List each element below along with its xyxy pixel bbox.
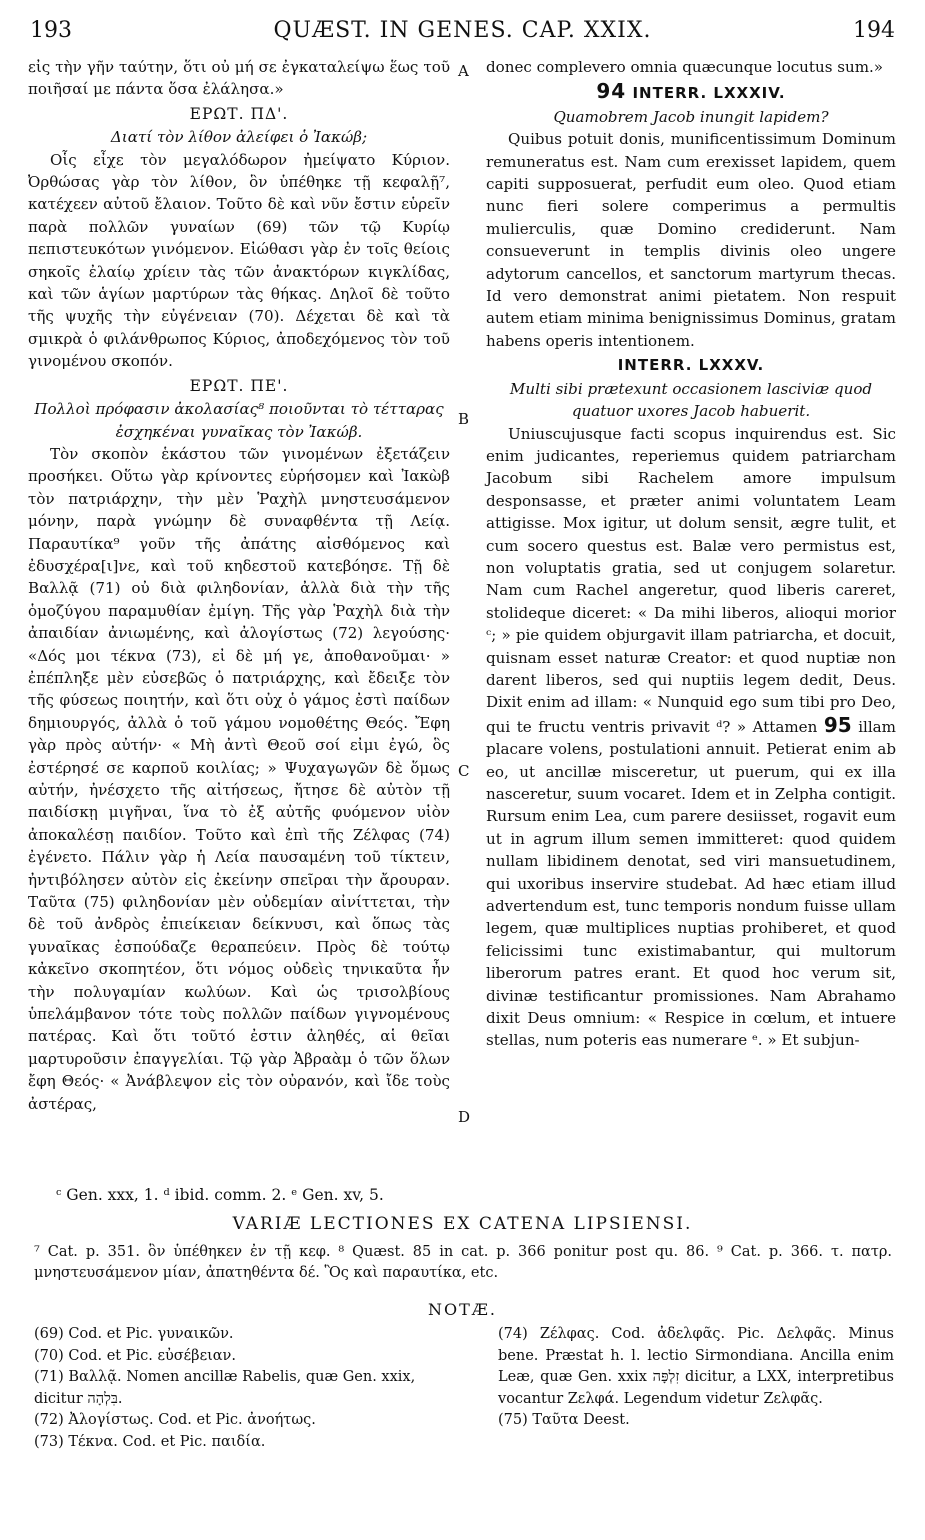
latin-q85-subtitle: Multi sibi prætexunt occasionem lasciviæ quod quatuor uxores Jacob habuerit. [509, 379, 873, 421]
latin-q85-heading: INTERR. LXXXV. [617, 356, 765, 375]
running-title: QUÆST. IN GENES. CAP. XXIX. [273, 18, 652, 43]
latin-q84-text: Quibus potuit donis, munificentissimum Dominum remuneratus est. Nam cum erexisset lapidem, quem capiti supposuerat, perfudit eum oleo. Quod etiam nunc fieri solere comperimus a permultis mulierculis, quæ Domino crediderunt. Nam consueverunt in templis divinis oleo ungere adytorum cancellos, et sanctorum martyrum thecas. Id vero demonstrat animi pietatem. Non respuit autem etiam minima benignissimus Dominus, gratam habens operis intentionem. [486, 130, 896, 350]
scripture-footnotes: ᶜ Gen. xxx, 1. ᵈ ibid. comm. 2. ᵉ Gen. xv, 5. [56, 1186, 384, 1204]
note-72: (72) Ἀλογίστως. Cod. et Pic. ἀνοήτως. [34, 1412, 316, 1428]
greek-q85-heading: ΕΡΩΤ. ΠΕ'. [189, 376, 289, 395]
latin-q85-text-a: Uniuscujusque facti scopus inquirendus est. Sic enim judicantes, reperiemus quidem patriarcham Jacobum sibi Rachelem amore impulsum desponsasse, et præter animi voluntatem Leam attigisse. Mox igitur, ut dolum sensit, ægre tulit, et cum socero questus est. Balæ vero permistus est, non voluptatis gratia, sed ut conjugem solaretur. Nam cum Rachel angeretur, quod liberis careret, stolideque diceret: « Da mihi liberos, alioqui morior ᶜ; » pie quidem objurgavit illam patriarcha, et docuit, quisnam esset naturæ Creator: et quod nuptiæ non darent liberos, sed qui nuptiis legem dedit, Deus. Dixit enim ad illam: « Nunquid ego sum tibi pro Deo, qui te fructu ventris privavit ᵈ? » Attamen [486, 424, 896, 736]
latin-q85-text-b: illam placare volens, postulationi annuit. Petierat enim ab eo, ut ancillæ misceretur, ut puerum, qui ex illa nasceretur, suum vocaret. Idem et in Zelpha contigit. Rursum enim Lea, cum parere desiisset, rogavit eum ut in agrum illum semen immitteret: quod quidem nullam libidinem denotat, sed viri mansuetudinem, qui uxoribus inservire studebat. Ad hæc etiam illud advertendum est, tunc temporis nondum fuisse ullam legem, quæ multiplices nuptias prohiberet, et quod felicissimi tunc existimabantur, qui multorum liberorum patres erant. Et quod hoc verum sit, divinæ testificantur promissiones. Nam Abrahamo dixit Deus omnium: « Respice in cœlum, et intuere stellas, num poteris eas numerare ᵉ. » Et subjun- [486, 717, 896, 1050]
note-70: (70) Cod. et Pic. εὐσέβειαν. [34, 1347, 236, 1364]
note-75: (75) Ταῦτα Deest. [498, 1412, 630, 1428]
notae-right-column [498, 1324, 894, 1432]
note-71: (71) Βαλλᾷ. Nomen ancillæ Rabelis, quæ Gen. xxix, dicitur בִּלְהָה. [34, 1369, 416, 1407]
variae-lectiones-text: ⁷ Cat. p. 351. ὃν ὑπέθηκεν ἐν τῇ κεφ. ⁸ Quæst. 85 in cat. p. 366 ponitur post qu. 86. ⁹ Cat. p. 366. τ. πατρ. μνηστευσάμενον μίαν, ἀπατηθέντα δέ. Ὃς καὶ παραυτίκα, etc. [34, 1244, 892, 1281]
page-header [30, 8, 895, 48]
notae-left-column [34, 1324, 459, 1453]
column-number-95: 95 [823, 712, 852, 737]
greek-q84-subtitle: Διατί τὸν λίθον ἀλείφει ὁ Ἰακώβ; [110, 128, 368, 147]
latin-column [486, 56, 896, 1052]
greek-q85-subtitle: Πολλοὶ πρόφασιν ἀκολασίας⁸ ποιοῦνται τὸ τέτταρας ἐσχηκέναι γυναῖκας τὸν Ἰακώβ. [34, 400, 444, 441]
note-73: (73) Τέκνα. Cod. et Pic. παιδία. [34, 1433, 266, 1450]
margin-mark-a: A [458, 62, 469, 80]
greek-q84-text: Οἷς εἶχε τὸν μεγαλόδωρον ἠμείψατο Κύριον. Ὀρθώσας γὰρ τὸν λίθον, ὃν ὑπέθηκε τῇ κεφαλῇ⁷, κατέχεεν αὐτοῦ ἔλαιον. Τοῦτο δὲ καὶ νῦν ἔστιν εὑρεῖν παρὰ πολλῶν γυναίων (69) τῶν τῷ Κυρίῳ πεπιστευκότων γινόμενον. Εἰώθασι γὰρ ἐν τοῖς θείοις σηκοῖς ἐλαίῳ χρίειν τὰς τῶν ἀνακτόρων κιγκλίδας, καὶ τῶν ἁγίων μαρτύρων τὰς θήκας. Δηλοῖ δὲ τοῦτο τῆς ψυχῆς τὴν εὐγένειαν (70). Δέχεται δὲ καὶ τὰ σμικρὰ ὁ φιλάνθρωπος Κύριος, ἀποδεχόμενος τὸν τοῦ γινομένου σκοπόν. [28, 150, 450, 371]
latin-intro: donec complevero omnia quæcunque locutus sum.» [486, 58, 884, 76]
page-number-right: 194 [853, 18, 895, 43]
margin-mark-c: C [458, 762, 470, 780]
note-69: (69) Cod. et Pic. γυναικῶν. [34, 1326, 234, 1342]
latin-q84-subtitle: Quamobrem Jacob inungit lapidem? [553, 107, 829, 126]
greek-q85-text: Τὸν σκοπὸν ἑκάστου τῶν γινομένων ἐξετάζειν προσήκει. Οὕτω γὰρ κρίνοντες εὑρήσομεν καὶ Ἰακὼβ τὸν πατριάρχην, τὴν μὲν Ῥαχὴλ μνηστευσάμενον μόνην, παρὰ γνώμην δὲ συναφθέντα τῇ Λείᾳ. Παραυτίκα⁹ γοῦν τῆς ἀπάτης αἰσθόμενος καὶ ἐδυσχέρα[ι]νε, καὶ τοῦ κηδεστοῦ κατεβόησε. Τῇ δὲ Βαλλᾷ (71) οὐ διὰ φιληδονίαν, ἀλλὰ διὰ τὴν τῆς ὁμοζύγου παραμυθίαν ἐμίγη. Τῆς γὰρ Ῥαχὴλ διὰ τὴν ἀπαιδίαν ἀνιωμένης, καὶ ἀλογίστως (72) λεγούσης· «Δός μοι τέκνα (73), εἰ δὲ μή γε, ἀποθανοῦμαι· » ἐπέπληξε μὲν εὐσεβῶς ὁ πατριάρχης, καὶ ἔδειξε τὸν τῆς φύσεως ποιητήν, καὶ ὅτι οὐχ ὁ γάμος ἐστὶ παίδων δημιουργός, ἀλλὰ ὁ τοῦ γάμου νομοθέτης Θεός. Ἔφη γὰρ πρὸς αὐτήν· « Μὴ ἀντὶ Θεοῦ σοί εἰμι ἐγώ, ὃς ἐστέρησέ σε καρποῦ κοιλίας; » Ψυχαγωγῶν δὲ ὅμως αὐτήν, ἠνέσχετο τῆς αἰτήσεως, ἤτησε δὲ αὐτὸν τῇ παιδίσκῃ μιγῆναι, ἵνα τὸ ἐξ αὐτῆς φυόμενον υἱὸν ἀποκαλέσῃ παιδίον. Τοῦτο καὶ ἐπὶ τῆς Ζέλφας (74) ἐγένετο. Πάλιν γὰρ ἡ Λεία παυσαμένη τοῦ τίκτειν, ἠντιβόλησεν αὐτὸν εἰς ἐκείνην σπεῖραι τὴν ἄρουραν. Ταῦτα (75) φιληδονίαν μὲν οὐδεμίαν αἰνίττεται, τὴν δὲ τοῦ ἀνδρὸς ἐπιείκειαν δείκνυσι, καὶ ὅπως τὰς γυναῖκας ἐσπούδαζε θεραπεύειν. Πρὸς δὲ τούτῳ κἀκεῖνο σκοπητέον, ὅτι νόμος οὐδεὶς τηνικαῦτα ἦν τὴν πολυγαμίαν κωλύων. Καὶ ὡς τρισολβίους ὑπελάμβανον τότε τοὺς πολλῶν παίδων γιγνομένους πατέρας. Καὶ ὅτι τοῦτό ἐστιν ἀληθές, αἱ θεῖαι μαρτυροῦσιν ἐπαγγελίαι. Τῷ γὰρ Ἀβραὰμ ὁ τῶν ὅλων ἔφη Θεός· « Ἀνάβλεψον εἰς τὸν οὐρανόν, καὶ ἴδε τοὺς ἀστέρας, [28, 444, 450, 1113]
note-74: (74) Ζέλφας. Cod. ἀδελφᾶς. Pic. Δελφᾶς. Minus bene. Præstat h. l. lectio Sirmondiana. Ancilla enim Leæ, quæ Gen. xxix זִלְפָּה dicitur, a LXX, interpretibus vocantur Ζελφά. Legendum videtur Ζελφᾶς. [498, 1326, 894, 1407]
variae-lectiones-heading: VARIÆ LECTIONES EX CATENA LIPSIENSI. [232, 1214, 693, 1234]
latin-q84-heading: INTERR. LXXXIV. [632, 84, 786, 103]
latin-q84-heading-row [486, 80, 896, 104]
latin-q85-text [486, 423, 896, 1052]
notae-heading: NOTÆ. [428, 1300, 497, 1319]
page-number-left: 193 [30, 18, 72, 43]
greek-intro: εἰς τὴν γῆν ταύτην, ὅτι οὐ μή σε ἐγκαταλείψω ἕως τοῦ ποιῆσαί με πάντα ὅσα ἐλάλησα.» [28, 58, 450, 99]
margin-mark-d: D [458, 1108, 471, 1126]
margin-mark-b: B [458, 410, 470, 428]
greek-column [28, 56, 450, 1115]
column-number-94: 94 [596, 79, 627, 104]
greek-q84-heading: ΕΡΩΤ. ΠΔ'. [189, 104, 289, 123]
